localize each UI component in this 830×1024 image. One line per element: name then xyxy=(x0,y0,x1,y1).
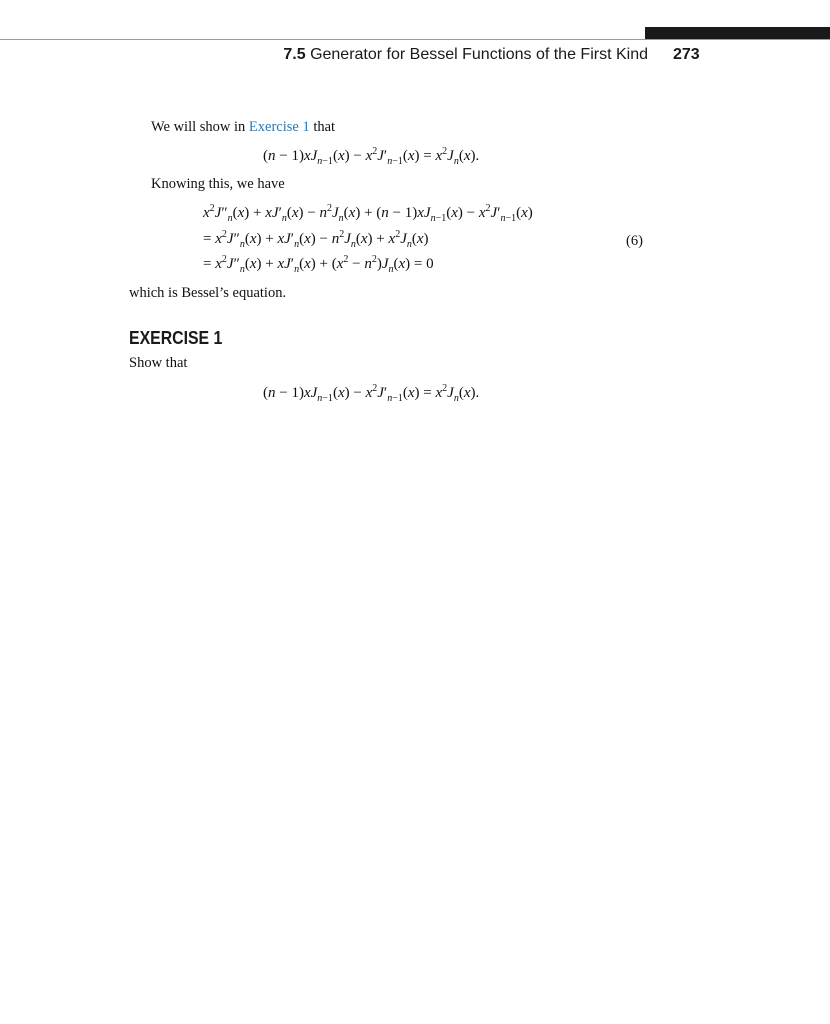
knowing-paragraph: Knowing this, we have xyxy=(151,176,285,192)
equation-6-line-2: = $x^2J''_n(x) + xJ'_n(x) - n^2J_n(x) + x^2J_n(x)$ xyxy=(203,229,429,250)
running-header xyxy=(0,46,648,64)
exercise-heading: EXERCISE 1 xyxy=(129,328,223,348)
section-title: Generator for Bessel Functions of the First Kind xyxy=(310,46,648,63)
equation-number: (6) xyxy=(626,233,643,249)
equation-6-line-3: = $x^2J''_n(x) + xJ'_n(x) + (x^2 - n^2)J_n(x) = 0$ xyxy=(203,254,434,275)
intro-text-before: We will show in xyxy=(151,119,249,135)
header-bar xyxy=(645,27,830,39)
header-rule xyxy=(0,39,830,40)
equation-6-line-1: $x^2J''_n(x) + xJ'_n(x) - n^2J_n(x) + (n - 1)xJ_{n-1}(x) - x^2J'_{n-1}(x)$ xyxy=(203,203,533,224)
equation-identity: $(n - 1)xJ_{n-1}(x) - x^2J'_{n-1}(x) = x^2J_n(x)$. xyxy=(263,146,480,167)
exercise-prompt: Show that xyxy=(129,355,188,371)
intro-paragraph xyxy=(151,119,335,136)
intro-text-after: that xyxy=(309,119,336,135)
page-number: 273 xyxy=(673,46,700,63)
section-number: 7.5 xyxy=(283,46,306,63)
exercise-link[interactable]: Exercise 1 xyxy=(248,119,310,135)
conclusion-paragraph: which is Bessel’s equation. xyxy=(129,285,287,301)
exercise-equation: $(n - 1)xJ_{n-1}(x) - x^2J'_{n-1}(x) = x^2J_n(x)$. xyxy=(263,383,480,404)
